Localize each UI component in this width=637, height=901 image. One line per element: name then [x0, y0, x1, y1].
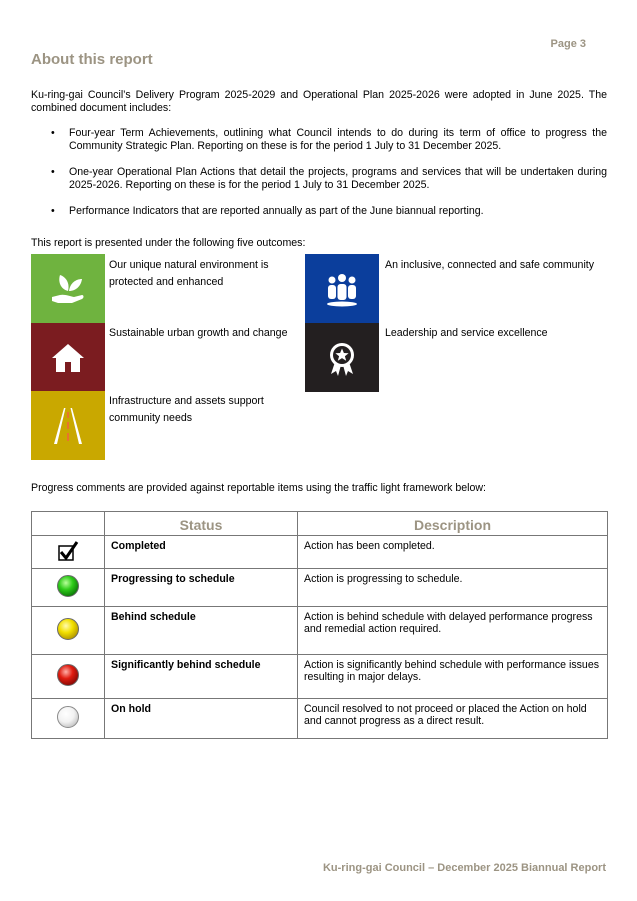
outcome-label: Leadership and service excellence	[385, 327, 548, 339]
footer-text: Ku-ring-gai Council – December 2025 Biannual Report	[322, 862, 606, 874]
outcome-tile-infrastructure	[31, 391, 105, 460]
grey-light-icon	[56, 705, 80, 729]
progress-intro: Progress comments are provided against reportable items using the traffic light framework below:	[31, 482, 486, 494]
outcome-label: An inclusive, connected and safe community	[385, 259, 595, 271]
status-description: Action is significantly behind schedule with performance issues resulting in major delays.	[298, 655, 608, 699]
outcome-tile-urban	[31, 323, 105, 392]
outcome-tile-environment	[31, 254, 105, 323]
outcomes-intro: This report is presented under the following five outcomes:	[31, 237, 306, 249]
award-icon	[322, 338, 362, 378]
page-title: About this report	[31, 51, 153, 68]
leaf-hand-icon	[48, 269, 88, 309]
green-light-icon	[56, 574, 80, 598]
table-row	[32, 699, 608, 739]
table-row	[32, 536, 608, 569]
road-icon	[48, 404, 88, 448]
table-header-description: Description	[298, 512, 608, 536]
status-label: Progressing to schedule	[105, 569, 298, 607]
intro-paragraph: Ku-ring-gai Council’s Delivery Program 2025-2029 and Operational Plan 2025-2026 were adopted in June 2025. The combined document includes:	[31, 89, 607, 114]
list-item: • Four-year Term Achievements, outlining what Council intends to do during its term of office to progress the Community Strategic Plan. Reporting on these is for the period 1 July to 31 December 2025.	[51, 127, 607, 152]
yellow-light-icon	[56, 617, 80, 641]
table-header-status: Status	[105, 512, 298, 536]
traffic-light-table	[31, 511, 608, 739]
status-description: Action is behind schedule with delayed performance progress and remedial action required.	[298, 607, 608, 655]
status-label: Completed	[105, 536, 298, 569]
document-contents-list	[31, 127, 607, 231]
table-row	[32, 569, 608, 607]
page-number: Page 3	[550, 38, 586, 50]
bullet-icon: •	[51, 166, 55, 178]
outcome-label: Our unique natural environment is protected and enhanced	[109, 259, 269, 288]
status-label: Behind schedule	[105, 607, 298, 655]
outcome-tile-community	[305, 254, 379, 323]
status-description: Council resolved to not proceed or placed the Action on hold and cannot progress as a direct result.	[298, 699, 608, 739]
list-item: • Performance Indicators that are reported annually as part of the June biannual reporting.	[51, 205, 484, 217]
checkmark-icon	[57, 540, 79, 562]
status-description: Action is progressing to schedule.	[298, 569, 608, 607]
outcome-tile-leadership	[305, 323, 379, 392]
people-icon	[322, 269, 362, 309]
red-light-icon	[56, 663, 80, 687]
status-description: Action has been completed.	[298, 536, 608, 569]
outcome-label: Sustainable urban growth and change	[109, 327, 288, 339]
list-item: • One-year Operational Plan Actions that detail the projects, programs and services that will be undertaken during 2025-2026. Reporting on these is for the period 1 July to 31 December 2025.	[51, 166, 607, 191]
bullet-icon: •	[51, 205, 55, 217]
bullet-icon: •	[51, 127, 55, 139]
table-row	[32, 607, 608, 655]
table-header-row	[32, 512, 608, 536]
table-header-icon	[32, 512, 105, 536]
status-label: On hold	[105, 699, 298, 739]
outcome-label: Infrastructure and assets support community needs	[109, 395, 264, 424]
table-row	[32, 655, 608, 699]
house-icon	[48, 338, 88, 378]
status-label: Significantly behind schedule	[105, 655, 298, 699]
